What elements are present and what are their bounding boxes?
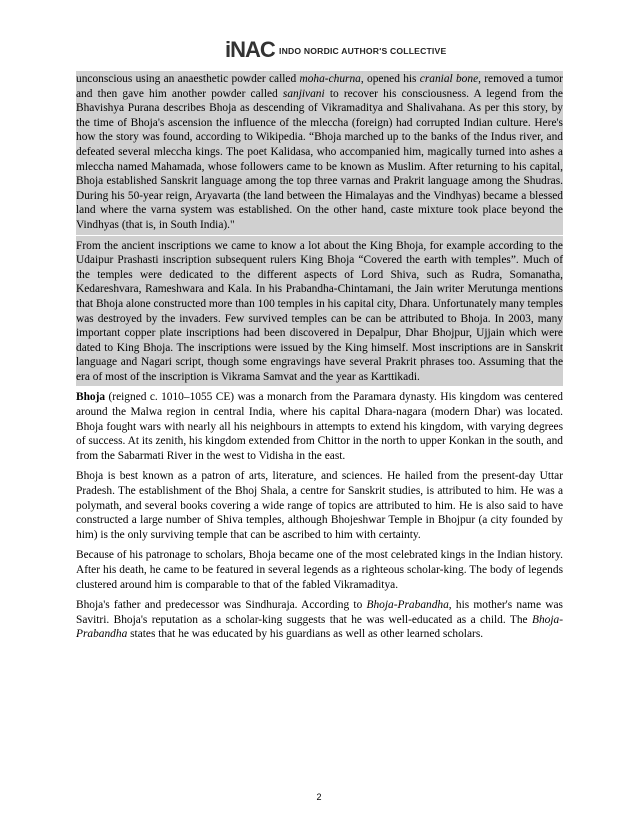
italic-term: Bhoja-Prabandha xyxy=(366,599,449,612)
text-run: (reigned c. 1010–1055 CE) was a monarch from the Paramara dynasty. His kingdom was centered around the Malwa region in central India, where his capital Dhara-nagara (modern Dhar) was located. Bhoja fought wars with nearly all his neighbours in attempts to extend his kingdom, with varying degrees of success. At its zenith, his kingdom extended from Chittor in the north to upper Konkan in the south, and from the Sabarmati River in the west to Vidisha in the east. xyxy=(76,391,563,462)
paragraph-legacy: Because of his patronage to scholars, Bhoja became one of the most celebrated kings in the Indian history. After his death, he came to be featured in several legends as a righteous scholar-king. The body of legends clustered around him is comparable to that of the fabled Vikramaditya. xyxy=(76,549,563,591)
text-run: unconscious using an anaesthetic powder called xyxy=(76,73,300,85)
page-header xyxy=(225,36,565,66)
italic-term: cranial bone xyxy=(419,73,479,85)
text-run: to recover his consciousness. A legend from the Bhavishya Purana describes Bhoja as descending of Vikramaditya and Shalivahana. As per this story, by the time of Bhoja's ascension the influence of the mleccha (foreign) had corrupted Indian culture. Here's how the story was found, according to Wikipedia. “Bhoja marched up to the banks of the Indus river, and defeated several mleccha kings. The poet Kalidasa, who accompanied him, magically turned into ashes a mleccha named Mahamada, whose followers came to be known as Muslim. After returning to his capital, Bhoja established Sanskrit language among the top three varnas and Prakrit language among the Shudras. During his 50-year reign, Aryavarta (the land between the Himalayas and the Vindhyas) became a blessed land where the varna system was established. On the other hand, caste mixture took place beyond the Vindhyas (that is, in South India)." xyxy=(76,87,563,231)
italic-term: sanjivani xyxy=(282,87,325,100)
paragraph-patron: Bhoja is best known as a patron of arts, literature, and sciences. He hailed from the present-day Uttar Pradesh. The establishment of the Bhoj Shala, a centre for Sanskrit studies, is attributed to him. He was a polymath, and several books covering a wide range of topics are attributed to him. He is also said to have constructed a large number of Shiva temples, although Bhojeshwar Temple in Bhojpur (a city founded by him) is the only surviving temple that can be ascribed to him with certainty. xyxy=(76,470,563,541)
inac-logo xyxy=(225,37,275,63)
italic-term: moha-churna xyxy=(299,73,361,85)
paragraph-bhoja-intro xyxy=(76,390,563,463)
org-name: INDO NORDIC AUTHOR'S COLLECTIVE xyxy=(279,46,447,56)
page-number: 2 xyxy=(316,792,322,802)
text-run: Bhoja's father and predecessor was Sindhuraja. According to xyxy=(76,599,367,612)
paragraph-legend xyxy=(76,71,563,236)
text-run: states that he was educated by his guardians as well as other learned scholars. xyxy=(127,628,484,641)
paragraph-inscriptions: From the ancient inscriptions we came to know a lot about the King Bhoja, for example according to the Udaipur Prashasti inscription subsequent rulers King Bhoja “Covered the earth with temples”. Much of the temples were dedicated to the different aspects of Lord Shiva, such as Rudra, Somanatha, Kedareshvara, Rameshwara and Kala. In his Prabandha-Chintamani, the Jain writer Merutunga mentions that Bhoja alone constructed more than 100 temples in his capital city, Dhara. Unfortunately many temples was destroyed by the invaders. Few survived temples can be can be attributed to Bhoja. In 2003, many important copper plate inscriptions had been discovered in Depalpur, Dhar Bhojpur, Ujjain which were dated to King Bhoja. The inscriptions were issued by the King himself. Most inscriptions are in Sanskrit language and Nagari script, though some engravings have several Prakrit phrases too. Assuming that the era of most of the inscription is Vikrama Samvat and the year as Karttikadi. xyxy=(76,236,563,388)
bold-term: Bhoja xyxy=(76,391,106,404)
text-run: , removed a tumor and then gave him another powder called xyxy=(76,73,563,100)
paragraph-family xyxy=(76,598,563,642)
logo-text: iNAC xyxy=(225,37,275,62)
text-run: , his mother's name was Savitri. Bhoja's reputation as a scholar-king suggests that he was well-educated as a child. The xyxy=(76,599,563,626)
page-content xyxy=(76,71,563,642)
italic-term: Bhoja-Prabandha xyxy=(76,613,563,641)
text-run: , opened his xyxy=(360,73,420,85)
